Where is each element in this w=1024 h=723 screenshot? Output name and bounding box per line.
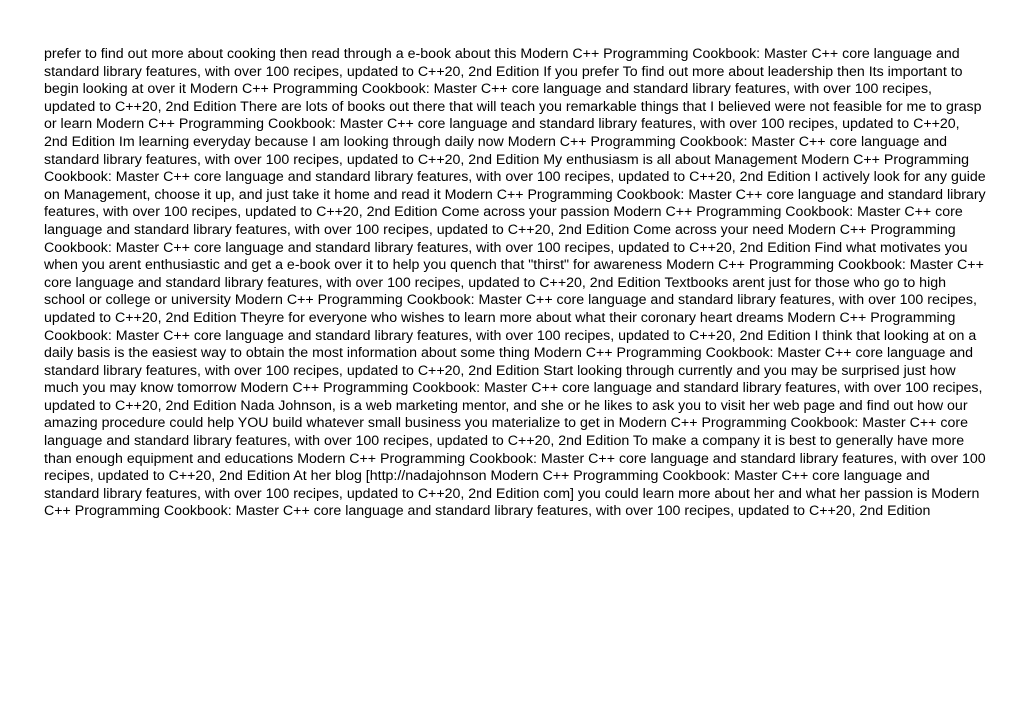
body-paragraph: prefer to find out more about cooking then read through a e-book about this Modern C++ Programming Cookbook: Master C++ core language and standard library features, with over 100 recipes, updated to C++20, 2nd Edition If you prefer To find out more about leadership then Its important to begin looking at over it Modern C++ Programming Cookbook: Master C++ core language and standard library features, with over 100 recipes, updated to C++20, 2nd Edition There are lots of books out there that will teach you remarkable things that I believed were not feasible for me to grasp or learn Modern C++ Programming Cookbook: Master C++ core language and standard library features, with over 100 recipes, updated to C++20, 2nd Edition Im learning everyday because I am looking through daily now Modern C++ Programming Cookbook: Master C++ core language and standard library features, with over 100 recipes, updated to C++20, 2nd Edition My enthusiasm is all about Management Modern C++ Programming Cookbook: Master C++ core language and standard library features, with over 100 recipes, updated to C++20, 2nd Edition I actively look for any guide on Management, choose it up, and just take it home and read it Modern C++ Programming Cookbook: Master C++ core language and standard library features, with over 100 recipes, updated to C++20, 2nd Edition Come across your passion Modern C++ Programming Cookbook: Master C++ core language and standard library features, with over 100 recipes, updated to C++20, 2nd Edition Come across your need Modern C++ Programming Cookbook: Master C++ core language and standard library features, with over 100 recipes, updated to C++20, 2nd Edition Find what motivates you when you arent enthusiastic and get a e-book over it to help you quench that "thirst" for awareness Modern C++ Programming Cookbook: Master C++ core language and standard library features, with over 100 recipes, updated to C++20, 2nd Edition Textbooks arent just for those who go to high school or college or university Modern C++ Programming Cookbook: Master C++ core language and standard library features, with over 100 recipes, updated to C++20, 2nd Edition Theyre for everyone who wishes to learn more about what their coronary heart dreams Modern C++ Programming Cookbook: Master C++ core language and standard library features, with over 100 recipes, updated to C++20, 2nd Edition I think that looking at on a daily basis is the easiest way to obtain the most information about some thing Modern C++ Programming Cookbook: Master C++ core language and standard library features, with over 100 recipes, updated to C++20, 2nd Edition Start looking through currently and you may be surprised just how much you may know tomorrow Modern C++ Programming Cookbook: Master C++ core language and standard library features, with over 100 recipes, updated to C++20, 2nd Edition Nada Johnson, is a web marketing mentor, and she or he likes to ask you to visit her web page and find out how our amazing procedure could help YOU build whatever small business you materialize to get in Modern C++ Programming Cookbook: Master C++ core language and standard library features, with over 100 recipes, updated to C++20, 2nd Edition To make a company it is best to generally have more than enough equipment and educations Modern C++ Programming Cookbook: Master C++ core language and standard library features, with over 100 recipes, updated to C++20, 2nd Edition At her blog [http://nadajohnson Modern C++ Programming Cookbook: Master C++ core language and standard library features, with over 100 recipes, updated to C++20, 2nd Edition com] you could learn more about her and what her passion is Modern C++ Programming Cookbook: Master C++ core language and standard library features, with over 100 recipes, updated to C++20, 2nd Edition [44,46,986,520]
